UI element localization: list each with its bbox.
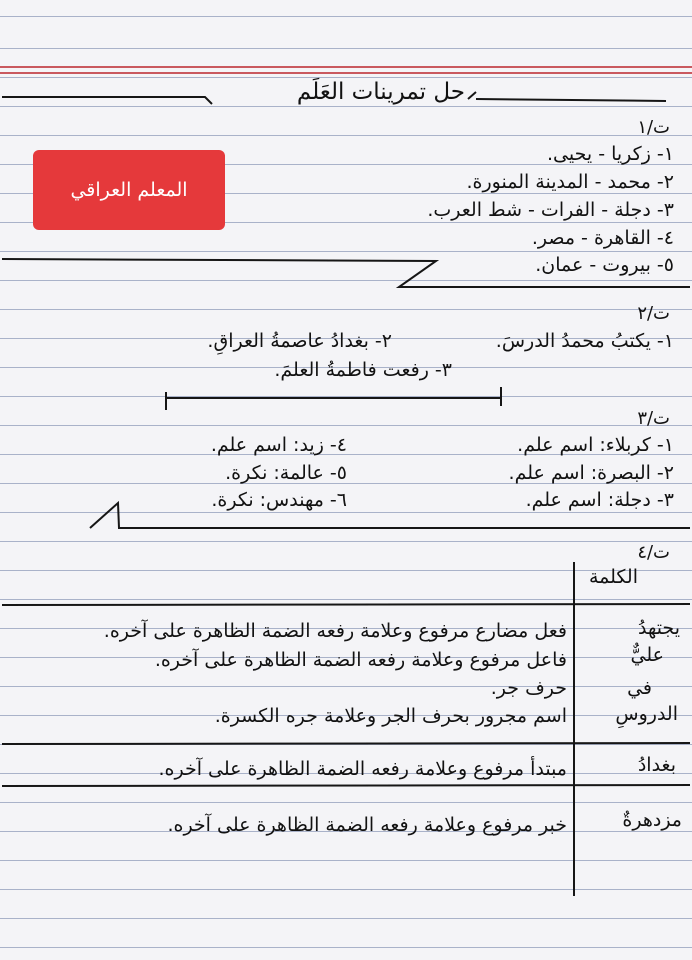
ex1-label: ت/١ xyxy=(637,117,670,138)
ex1-line-1: ١- زكريا - يحيى. xyxy=(547,143,674,165)
page-title: حل تمرينات العَلَم xyxy=(296,79,465,105)
ex3-left-4: ٤- زيد: اسم علم. xyxy=(210,434,347,456)
ex2-label: ت/٢ xyxy=(637,303,670,324)
ex4-analysis-4: اسم مجرور بحرف الجر وعلامة جره الكسرة. xyxy=(214,705,567,727)
ex4-word-3: في xyxy=(627,677,652,699)
ex4-word-5: بغدادُ xyxy=(637,754,676,776)
ex2-line-1: ١- يكتبُ محمدُ الدرسَ. xyxy=(495,330,674,352)
ex2-line-2: ٢- بغدادُ عاصمةُ العراقِ. xyxy=(207,330,392,352)
watermark-badge xyxy=(33,150,225,230)
ex3-right-2: ٢- البصرة: اسم علم. xyxy=(508,462,674,484)
ex4-analysis-5: مبتدأ مرفوع وعلامة رفعه الضمة الظاهرة على آخره. xyxy=(158,758,567,780)
ex4-word-4: الدروسِ xyxy=(615,703,678,725)
ex4-analysis-1: فعل مضارع مرفوع وعلامة رفعه الضمة الظاهرة على آخره. xyxy=(103,620,567,642)
ex4-word-2: عليٌّ xyxy=(630,644,664,666)
ex4-word-6: مزدهرةٌ xyxy=(622,809,682,831)
ex1-line-2: ٢- محمد - المدينة المنورة. xyxy=(466,171,674,193)
ex3-label: ت/٣ xyxy=(637,408,670,429)
ex3-right-3: ٣- دجلة: اسم علم. xyxy=(525,489,674,511)
ex2-line-3: ٣- رفعت فاطمةُ العلمَ. xyxy=(274,359,452,381)
ex4-header: الكلمة xyxy=(588,566,638,588)
ex1-line-5: ٥- بيروت - عمان. xyxy=(535,254,674,276)
ex4-analysis-2: فاعل مرفوع وعلامة رفعه الضمة الظاهرة على آخره. xyxy=(154,649,567,671)
ex4-label: ت/٤ xyxy=(637,542,670,563)
ex4-analysis-6: خبر مرفوع وعلامة رفعه الضمة الظاهرة على آخره. xyxy=(167,814,567,836)
ex1-line-4: ٤- القاهرة - مصر. xyxy=(531,227,674,249)
ex3-left-5: ٥- عالمة: نكرة. xyxy=(225,462,347,484)
ex3-left-6: ٦- مهندس: نكرة. xyxy=(211,489,347,511)
ex4-word-1: يجتهدُ xyxy=(637,617,680,639)
ex4-analysis-3: حرف جر. xyxy=(490,677,567,699)
ex3-right-1: ١- كربلاء: اسم علم. xyxy=(517,434,674,456)
ex1-line-3: ٣- دجلة - الفرات - شط العرب. xyxy=(427,199,674,221)
watermark-text: المعلم العراقي xyxy=(70,179,188,201)
